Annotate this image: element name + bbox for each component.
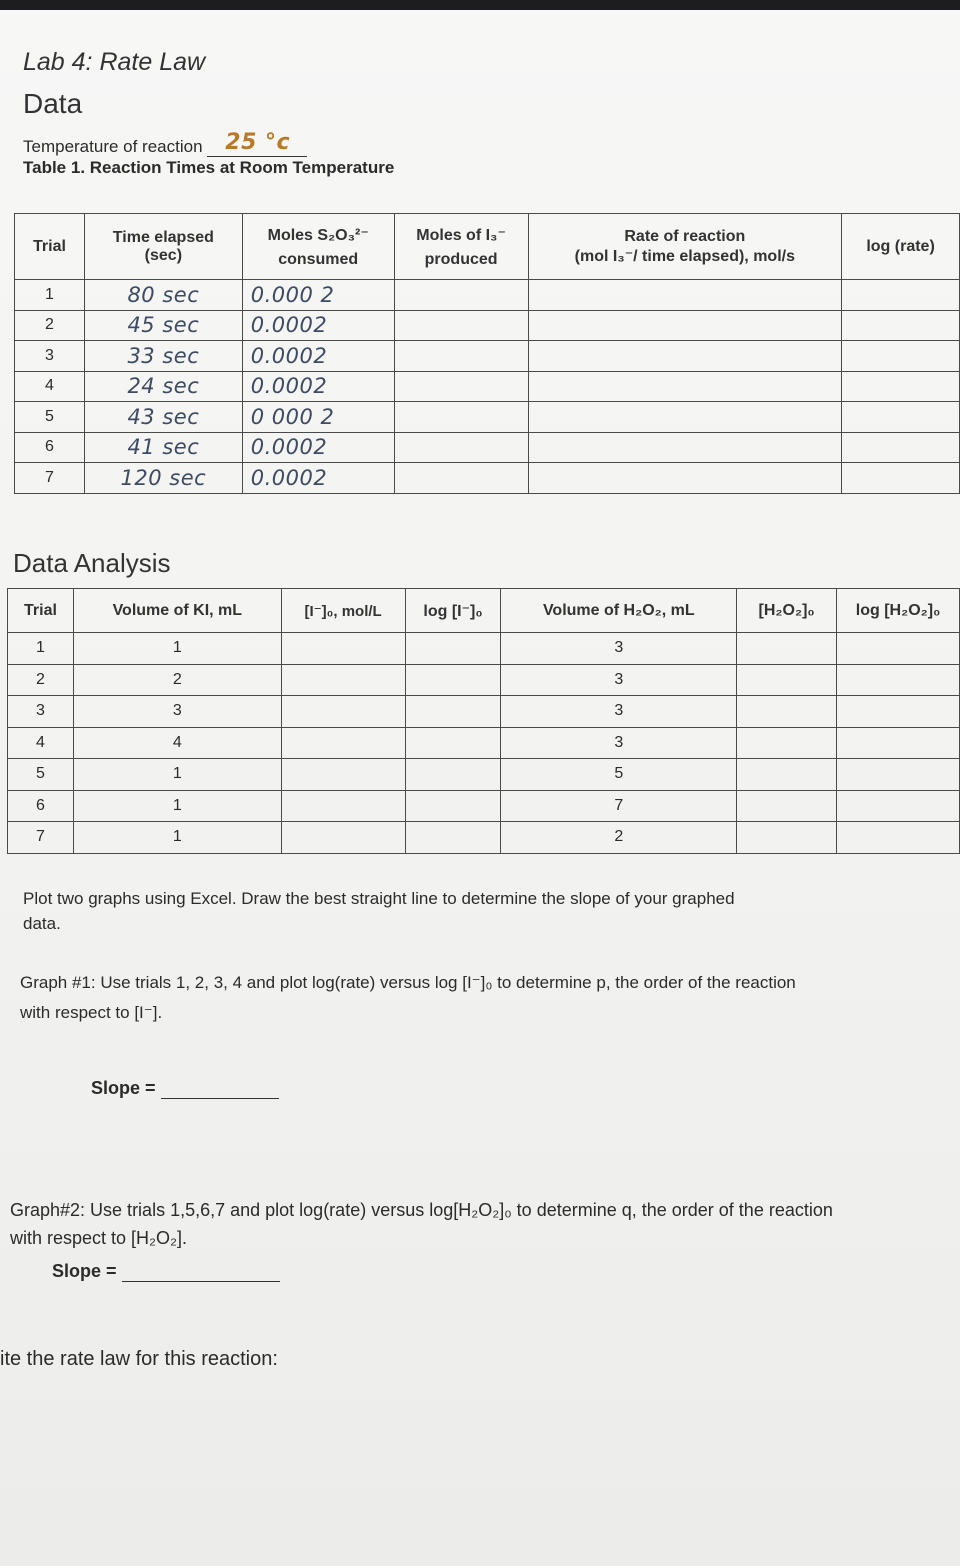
rate-cell[interactable] (528, 341, 842, 372)
trial-cell (15, 402, 85, 433)
iodide-conc-cell[interactable] (281, 664, 405, 696)
moles-cell-value: 0.0002 (250, 343, 328, 368)
rate-cell[interactable] (528, 280, 842, 311)
volume-h2o2-cell: 3 (501, 664, 737, 696)
temperature-line (23, 132, 307, 157)
trial-cell: 3 (8, 696, 74, 728)
trial-cell: 4 (8, 727, 74, 759)
col-trial: Trial (15, 214, 85, 280)
col2-log-h2o2: log [H₂O₂]₀ (837, 589, 960, 633)
log-h2o2-cell[interactable] (837, 633, 960, 665)
moles-cell-value: 0.0002 (250, 374, 328, 399)
time-cell-value: 43 sec (127, 404, 200, 429)
moles-cell (242, 280, 394, 311)
log-iodide-cell[interactable] (405, 822, 501, 854)
log-rate-cell[interactable] (842, 310, 960, 341)
moles-cell (242, 432, 394, 463)
h2o2-conc-cell[interactable] (737, 696, 837, 728)
volume-h2o2-cell: 3 (501, 633, 737, 665)
col2-h2o2-conc: [H₂O₂]₀ (737, 589, 837, 633)
moles-cell-value: 0.0002 (250, 313, 328, 338)
trial-cell: 5 (8, 759, 74, 791)
moles-i3-cell[interactable] (394, 341, 528, 372)
moles-i3-cell[interactable] (394, 280, 528, 311)
table1-row (15, 402, 960, 433)
h2o2-conc-cell[interactable] (737, 633, 837, 665)
table1-row (15, 310, 960, 341)
table2-row (8, 759, 960, 791)
h2o2-conc-cell[interactable] (737, 790, 837, 822)
trial-cell-value: 2 (45, 316, 54, 334)
log-rate-cell[interactable] (842, 371, 960, 402)
col2-volume-h2o2: Volume of H₂O₂, mL (501, 589, 737, 633)
iodide-conc-cell[interactable] (281, 822, 405, 854)
section-title: Data (23, 88, 83, 119)
slope1-label: Slope = (91, 1078, 156, 1098)
table1-row (15, 341, 960, 372)
moles-cell (242, 341, 394, 372)
h2o2-conc-cell[interactable] (737, 759, 837, 791)
rate-law-prompt: ite the rate law for this reaction: (0, 1348, 278, 1370)
log-rate-cell[interactable] (842, 432, 960, 463)
table2-row (8, 696, 960, 728)
time-cell (84, 371, 242, 402)
log-rate-cell[interactable] (842, 280, 960, 311)
time-cell-value: 41 sec (127, 435, 200, 460)
h2o2-conc-cell[interactable] (737, 664, 837, 696)
temperature-label: Temperature of reaction (23, 137, 203, 156)
log-h2o2-cell[interactable] (837, 759, 960, 791)
volume-ki-cell: 3 (73, 696, 281, 728)
trial-cell: 2 (8, 664, 74, 696)
trial-cell-value: 1 (45, 285, 54, 303)
analysis-title: Data Analysis (13, 548, 171, 578)
lab-title: Lab 4: Rate Law (23, 48, 206, 76)
moles-cell (242, 371, 394, 402)
volume-h2o2-cell: 3 (501, 696, 737, 728)
table2-row (8, 727, 960, 759)
moles-cell-value: 0 000 2 (250, 404, 335, 429)
log-h2o2-cell[interactable] (837, 790, 960, 822)
trial-cell (15, 371, 85, 402)
moles-cell-value: 0.000 2 (250, 282, 335, 307)
table1-row (15, 280, 960, 311)
col2-iodide-conc: [I⁻]₀, mol/L (281, 589, 405, 633)
col2-volume-ki: Volume of KI, mL (73, 589, 281, 633)
log-iodide-cell[interactable] (405, 727, 501, 759)
trial-cell-value: 7 (45, 468, 54, 486)
slope1-field (91, 1078, 279, 1099)
log-h2o2-cell[interactable] (837, 727, 960, 759)
time-cell (84, 310, 242, 341)
volume-ki-cell: 1 (73, 633, 281, 665)
log-iodide-cell[interactable] (405, 759, 501, 791)
log-rate-cell[interactable] (842, 341, 960, 372)
trial-cell: 6 (8, 790, 74, 822)
trial-cell (15, 341, 85, 372)
time-cell (84, 341, 242, 372)
moles-cell (242, 310, 394, 341)
trial-cell (15, 310, 85, 341)
time-cell-value: 120 sec (120, 465, 207, 490)
time-cell (84, 432, 242, 463)
moles-i3-cell[interactable] (394, 463, 528, 494)
table2-row (8, 664, 960, 696)
volume-ki-cell: 1 (73, 759, 281, 791)
rate-cell[interactable] (528, 463, 842, 494)
iodide-conc-cell[interactable] (281, 696, 405, 728)
volume-ki-cell: 4 (73, 727, 281, 759)
trial-cell (15, 463, 85, 494)
table1-row (15, 463, 960, 494)
iodide-conc-cell[interactable] (281, 727, 405, 759)
time-cell-value: 24 sec (127, 374, 200, 399)
iodide-conc-cell[interactable] (281, 790, 405, 822)
slope1-blank[interactable] (161, 1080, 279, 1099)
moles-i3-cell[interactable] (394, 402, 528, 433)
moles-cell-value: 0.0002 (250, 465, 328, 490)
col-time-elapsed: Time elapsed (sec) (84, 214, 242, 280)
worksheet-page (0, 10, 960, 1566)
log-iodide-cell[interactable] (405, 633, 501, 665)
col-moles-s2o3: Moles S₂O₃²⁻ consumed (242, 214, 394, 280)
moles-i3-cell[interactable] (394, 310, 528, 341)
iodide-conc-cell[interactable] (281, 633, 405, 665)
log-h2o2-cell[interactable] (837, 822, 960, 854)
table1-row (15, 432, 960, 463)
data-analysis-table (7, 588, 960, 854)
col-log-rate: log (rate) (842, 214, 960, 280)
trial-cell: 7 (8, 822, 74, 854)
graph1-instruction: Graph #1: Use trials 1, 2, 3, 4 and plot log(rate) versus log [I⁻]₀ to determine p, the order of the reaction with respect to [I⁻]. (20, 973, 796, 1022)
table2-row (8, 822, 960, 854)
h2o2-conc-cell[interactable] (737, 822, 837, 854)
temperature-value: 25 °c (225, 130, 291, 155)
trial-cell-value: 5 (45, 407, 54, 425)
rate-cell[interactable] (528, 402, 842, 433)
volume-h2o2-cell: 3 (501, 727, 737, 759)
log-h2o2-cell[interactable] (837, 664, 960, 696)
moles-cell (242, 402, 394, 433)
moles-cell-value: 0.0002 (250, 435, 328, 460)
trial-cell-value: 4 (45, 377, 54, 395)
trial-cell-value: 3 (45, 346, 54, 364)
volume-ki-cell: 1 (73, 822, 281, 854)
time-cell-value: 80 sec (127, 282, 200, 307)
volume-h2o2-cell: 7 (501, 790, 737, 822)
time-cell (84, 402, 242, 433)
time-cell-value: 45 sec (127, 313, 200, 338)
slope2-blank[interactable] (122, 1263, 280, 1282)
table2-row (8, 633, 960, 665)
moles-cell (242, 463, 394, 494)
log-iodide-cell[interactable] (405, 696, 501, 728)
rate-cell[interactable] (528, 310, 842, 341)
time-cell (84, 463, 242, 494)
table1-caption: Table 1. Reaction Times at Room Temperature (23, 158, 395, 177)
col2-log-iodide: log [I⁻]₀ (405, 589, 501, 633)
log-iodide-cell[interactable] (405, 664, 501, 696)
moles-i3-cell[interactable] (394, 432, 528, 463)
trial-cell-value: 6 (45, 438, 54, 456)
volume-h2o2-cell: 2 (501, 822, 737, 854)
log-rate-cell[interactable] (842, 463, 960, 494)
log-h2o2-cell[interactable] (837, 696, 960, 728)
log-rate-cell[interactable] (842, 402, 960, 433)
graph2-instruction: Graph#2: Use trials 1,5,6,7 and plot log(rate) versus log[H₂O₂]₀ to determine q, the order of the reaction with respect to [H₂O₂]. (10, 1200, 833, 1248)
volume-ki-cell: 2 (73, 664, 281, 696)
col-moles-i3: Moles of I₃⁻ produced (394, 214, 528, 280)
moles-i3-cell[interactable] (394, 371, 528, 402)
plot-instruction: Plot two graphs using Excel. Draw the best straight line to determine the slope of your graphed data. (23, 889, 735, 933)
slope2-label: Slope = (52, 1261, 117, 1281)
table1-header-row (15, 214, 960, 280)
table1-row (15, 371, 960, 402)
rate-cell[interactable] (528, 371, 842, 402)
log-iodide-cell[interactable] (405, 790, 501, 822)
volume-h2o2-cell: 5 (501, 759, 737, 791)
slope2-field (52, 1261, 280, 1282)
volume-ki-cell: 1 (73, 790, 281, 822)
trial-cell: 1 (8, 633, 74, 665)
col2-trial: Trial (8, 589, 74, 633)
table2-row (8, 790, 960, 822)
rate-cell[interactable] (528, 432, 842, 463)
trial-cell (15, 432, 85, 463)
time-cell (84, 280, 242, 311)
col-rate: Rate of reaction (mol I₃⁻/ time elapsed), mol/s (528, 214, 842, 280)
table2-header-row (8, 589, 960, 633)
trial-cell (15, 280, 85, 311)
reaction-times-table (14, 213, 960, 494)
iodide-conc-cell[interactable] (281, 759, 405, 791)
time-cell-value: 33 sec (127, 343, 200, 368)
h2o2-conc-cell[interactable] (737, 727, 837, 759)
